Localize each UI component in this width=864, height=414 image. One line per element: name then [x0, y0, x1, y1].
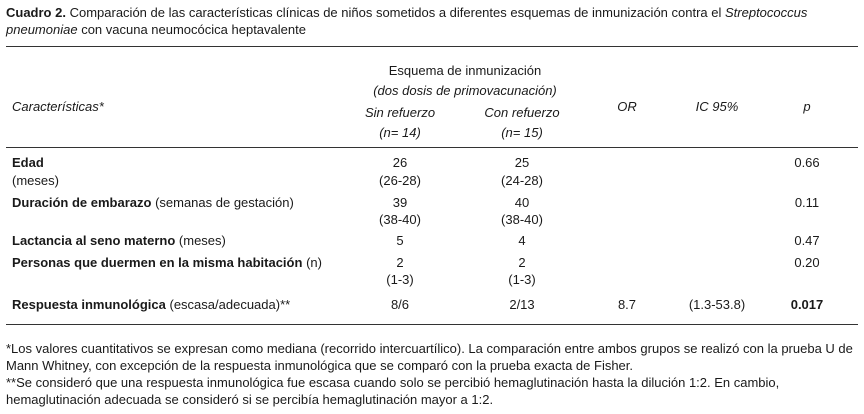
caption-italic: Streptococcus pneumoniae: [6, 5, 808, 37]
bottom-rule: [6, 324, 858, 325]
header-characteristics: Características*: [12, 99, 104, 114]
cell-sin-range: (1-3): [386, 272, 414, 287]
header-or: OR: [617, 99, 637, 114]
cell-con: 4: [518, 233, 526, 248]
caption-text-b: con vacuna neumocócica heptavalente: [81, 22, 306, 37]
cell-con-range: (24-28): [501, 173, 543, 188]
cell-sin-range: (38-40): [379, 212, 421, 227]
header-ic: IC 95%: [695, 99, 739, 114]
row-label-bold: Personas que duermen en la misma habitación: [12, 255, 303, 270]
header-con-refuerzo: Con refuerzo: [484, 105, 560, 120]
header-con-n: (n= 15): [501, 125, 543, 140]
note-2: **Se consideró que una respuesta inmunológica fue escasa cuando solo se percibió hemaglutinación hasta la dilución 1:2. En cambio, hemaglutinación adecuada se consideró si se percibía hemaglutinación mayor a 1:2.: [6, 375, 780, 407]
row-label-extra: (meses): [12, 173, 59, 188]
caption-text-a: Comparación de las características clínicas de niños sometidos a diferentes esquemas de inmunización contra el: [69, 5, 722, 20]
header-p: p: [803, 99, 811, 114]
row-label: [12, 254, 322, 272]
row-label: [12, 194, 294, 212]
row-label-extra: (escasa/adecuada)**: [169, 297, 291, 312]
cell-sin: 26: [392, 155, 408, 170]
header-rule: [6, 147, 858, 148]
cell-con-range: (38-40): [501, 212, 543, 227]
cell-con: 2: [518, 255, 526, 270]
header-sin-refuerzo: Sin refuerzo: [364, 105, 436, 120]
note-1: *Los valores cuantitativos se expresan como mediana (recorrido intercuartílico). La comparación entre ambos grupos se realizó con la prueba U de Mann Whitney, con excepción de la respuesta inmunológica que se comparó con la prueba exacta de Fisher.: [6, 341, 853, 373]
row-label-bold: Respuesta inmunológica: [12, 297, 166, 312]
header-sin-n: (n= 14): [379, 125, 421, 140]
row-label: [12, 232, 226, 250]
cell-con: 40: [514, 195, 530, 210]
cell-p: 0.47: [794, 233, 820, 248]
top-rule: [6, 46, 858, 47]
row-label-bold: Lactancia al seno materno: [12, 233, 176, 248]
cell-sin: 39: [392, 195, 408, 210]
group-subtitle: (dos dosis de primovacunación): [373, 83, 557, 98]
cell-sin-range: (26-28): [379, 173, 421, 188]
cell-ic: (1.3-53.8): [688, 297, 746, 312]
cell-or: 8.7: [617, 297, 637, 312]
cell-sin: 2: [396, 255, 404, 270]
cell-sin: 8/6: [390, 297, 410, 312]
cell-p: 0.11: [794, 195, 820, 210]
cell-con: 2/13: [509, 297, 535, 312]
cell-p: 0.66: [794, 155, 820, 170]
table-notes: [6, 340, 858, 408]
table-caption: [6, 4, 858, 38]
row-label-bold: Duración de embarazo: [12, 195, 152, 210]
row-label: [12, 296, 290, 314]
row-label-extra: (meses): [178, 233, 226, 248]
cell-con: 25: [514, 155, 530, 170]
cell-p: 0.017: [790, 297, 824, 312]
cell-sin: 5: [396, 233, 404, 248]
row-label-extra: (semanas de gestación): [155, 195, 294, 210]
cell-p: 0.20: [794, 255, 820, 270]
row-label-extra: (n): [306, 255, 322, 270]
row-label: Edad: [12, 155, 44, 170]
caption-label: Cuadro 2.: [6, 5, 66, 20]
group-title: Esquema de inmunización: [388, 63, 542, 78]
cell-con-range: (1-3): [508, 272, 536, 287]
